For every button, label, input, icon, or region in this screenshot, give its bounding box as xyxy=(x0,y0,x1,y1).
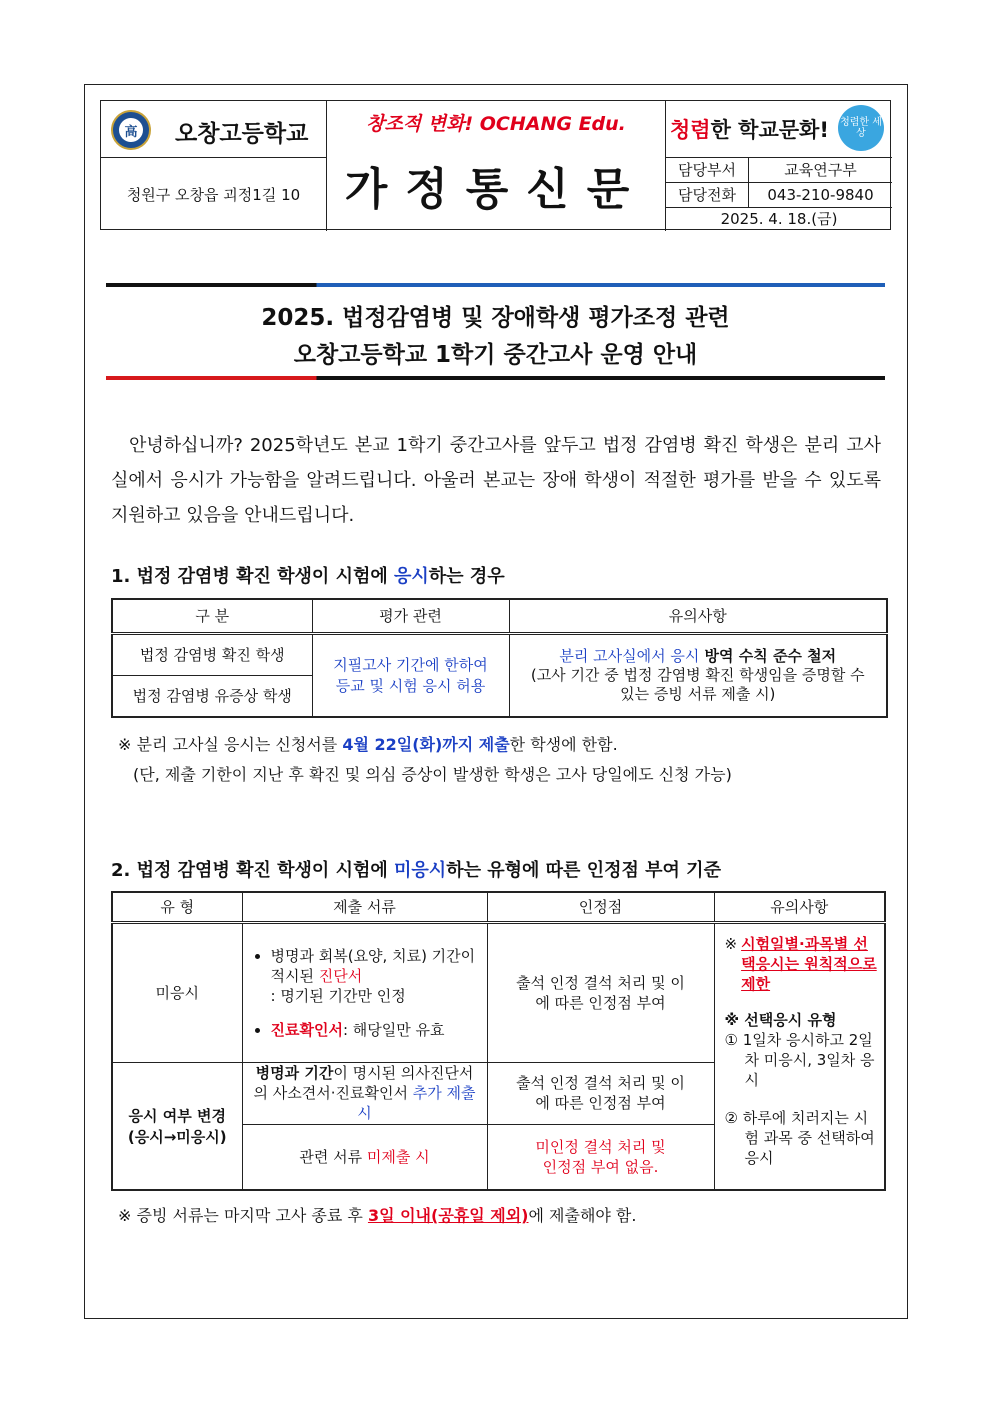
clean-slogan: 청렴한 학교문화! xyxy=(670,118,829,142)
clean-culture-box xyxy=(666,101,892,158)
section1-note-2: (단, 제출 기한이 지난 후 확진 및 의심 증상이 발생한 학생은 고사 당일에도 신청 가능) xyxy=(133,765,732,784)
doc-title: 가정통신문 xyxy=(344,164,648,215)
col-header: 인정점 xyxy=(487,892,714,922)
col-header: 구 분 xyxy=(112,599,312,633)
row-category: 법정 감염병 확진 학생 xyxy=(112,633,312,675)
dept-row: 담당부서 교육연구부 xyxy=(666,158,892,183)
eval-cell: 지필고사 기간에 한하여 등교 및 시험 응시 허용 xyxy=(312,633,509,717)
docs-cell: 병명과 기간이 명시된 의사진단서의 사소견서·진료확인서 추가 제출 시 xyxy=(242,1062,487,1124)
col-header: 유의사항 xyxy=(714,892,885,922)
title-line-1: 2025. 법정감염병 및 장애학생 평가조정 관련 xyxy=(261,305,730,331)
section1-heading: 1. 법정 감염병 확진 학생이 시험에 응시하는 경우 xyxy=(111,566,505,587)
intro-paragraph: 안녕하십니까? 2025학년도 본교 1학기 중간고사를 앞두고 법정 감염병 확진 학생은 분리 고사실에서 응시가 가능함을 알려드립니다. 아울러 본교는 장애 학생이 적절한 평가를 받을 수 있도록 지원하고 있음을 안내드립니다. xyxy=(111,435,881,526)
score-cell: 출석 인정 결석 처리 및 이에 따른 인정점 부여 xyxy=(487,922,714,1062)
section2-note: ※ 증빙 서류는 마지막 고사 종료 후 3일 이내(공휴일 제외)에 제출해야 함. xyxy=(118,1206,637,1225)
dept-value: 교육연구부 xyxy=(784,161,857,179)
issue-date: 2025. 4. 18.(금) xyxy=(720,210,838,228)
col-header: 제출 서류 xyxy=(242,892,487,922)
score-cell: 미인정 결석 처리 및 인정점 부여 없음. xyxy=(487,1124,714,1190)
row-category: 법정 감염병 유증상 학생 xyxy=(112,675,312,717)
col-header: 유 형 xyxy=(112,892,242,922)
section1-table xyxy=(111,598,888,718)
title-bottom-rule xyxy=(106,376,885,380)
score-cell: 출석 인정 결석 처리 및 이에 따른 인정점 부여 xyxy=(487,1062,714,1124)
school-address: 청원구 오창읍 괴정1길 10 xyxy=(101,158,327,231)
title-box xyxy=(327,101,666,231)
clean-logo-icon: 청렴한 세상 xyxy=(838,105,884,151)
notice-cell: 분리 고사실에서 응시 방역 수칙 준수 철저 (고사 기간 중 법정 감염병 확진 학생임을 증명할 수 있는 증빙 서류 제출 시) xyxy=(509,633,887,717)
section2-table xyxy=(111,891,886,1191)
phone-row: 담당전화 043-210-9840 xyxy=(666,183,892,208)
notice-cell: ※ 시험일별·과목별 선택응시는 원칙적으로 제한 ※ 선택응시 유형 ① 1일차 응시하고 2일차 미응시, 3일차 응시 ② 하루에 치러지는 시험 과목 중 선택하여 응시 xyxy=(714,922,885,1190)
school-emblem-icon: 高 xyxy=(111,110,151,150)
slogan: 창조적 변화! OCHANG Edu. xyxy=(366,113,626,135)
school-name: 오창고등학교 xyxy=(175,121,309,147)
docs-cell: • 병명과 회복(요양, 치료) 기간이 적시된 진단서 : 명기된 기간만 인정 • 진료확인서: 해당일만 유효 xyxy=(242,922,487,1062)
letterhead xyxy=(100,100,891,230)
phone-value: 043-210-9840 xyxy=(767,186,874,204)
type-cell: 미응시 xyxy=(112,922,242,1062)
school-box xyxy=(101,101,327,158)
col-header: 유의사항 xyxy=(509,599,887,633)
type-cell: 응시 여부 변경 (응시→미응시) xyxy=(112,1062,242,1190)
section1-note: ※ 분리 고사실 응시는 신청서를 4월 22일(화)까지 제출한 학생에 한함. xyxy=(118,735,618,754)
title-top-rule xyxy=(106,283,885,287)
docs-cell: 관련 서류 미제출 시 xyxy=(242,1124,487,1190)
title-line-2: 오창고등학교 1학기 중간고사 운영 안내 xyxy=(293,342,698,368)
section2-heading: 2. 법정 감염병 확진 학생이 시험에 미응시하는 유형에 따른 인정점 부여 기준 xyxy=(111,860,721,881)
col-header: 평가 관련 xyxy=(312,599,509,633)
